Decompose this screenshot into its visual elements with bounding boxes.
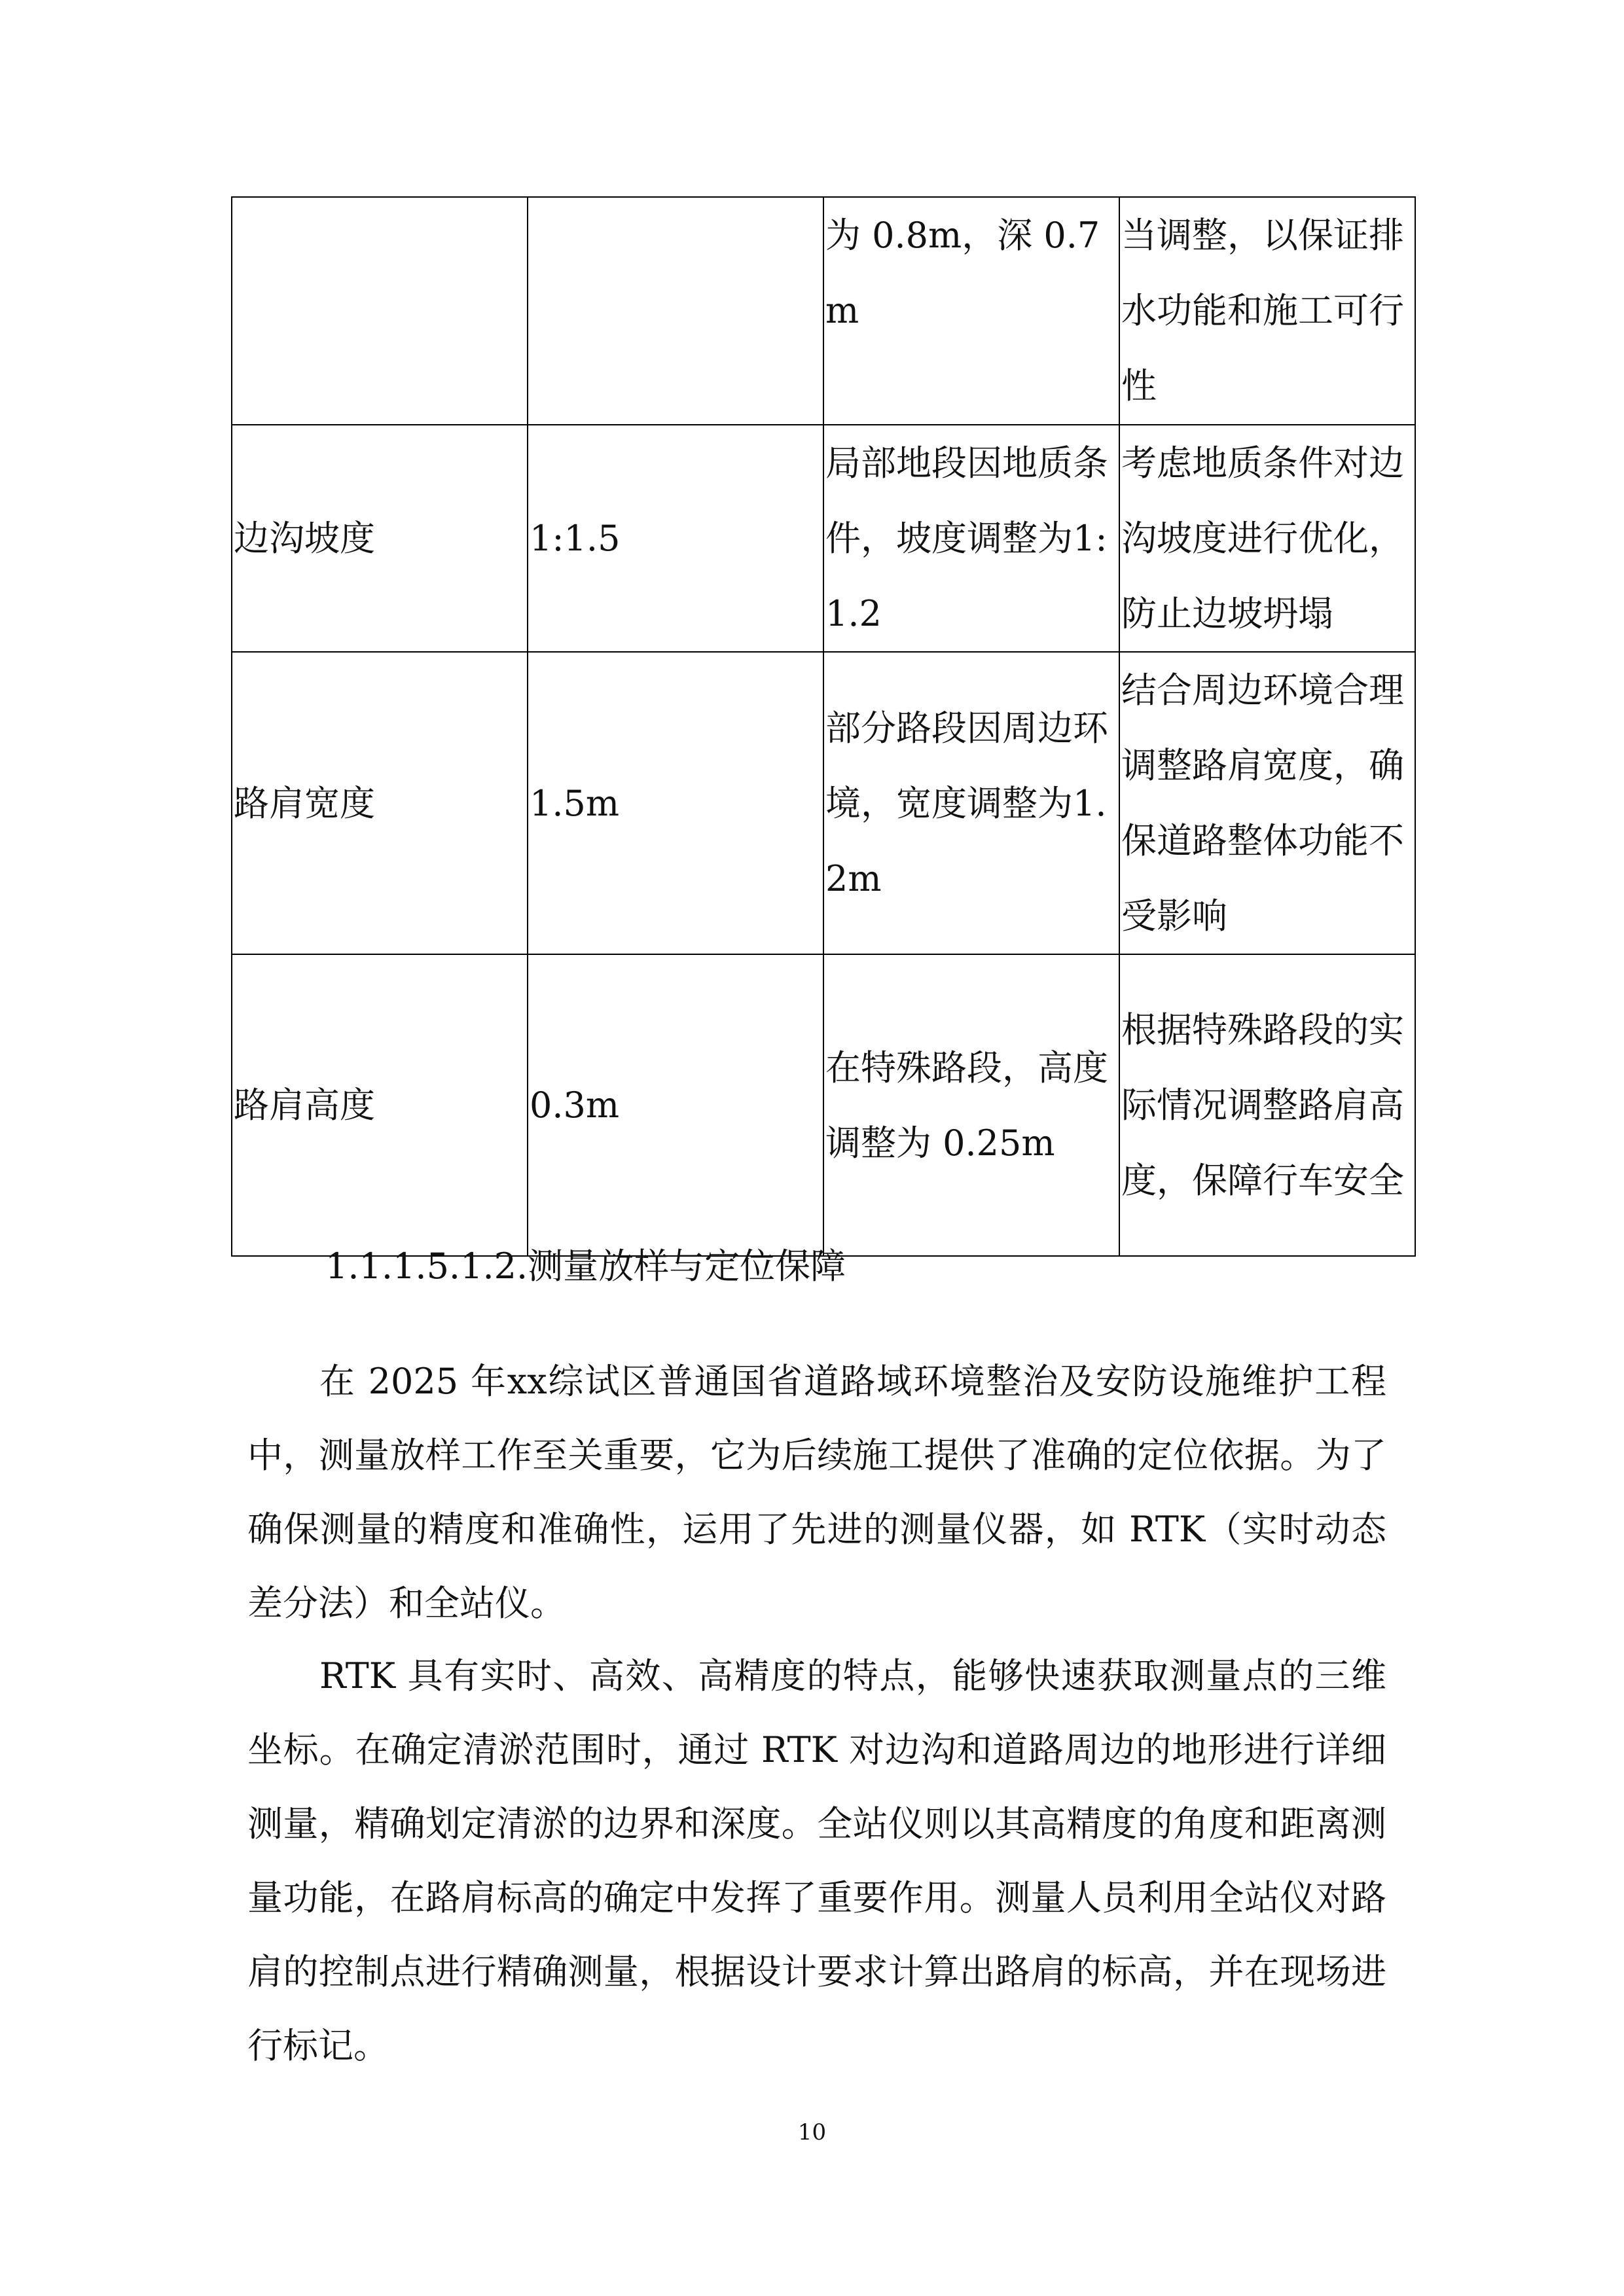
table-cell-adjustment: 部分路段因周边环境，宽度调整为1.2m (823, 652, 1119, 954)
table-cell-reason: 结合周边环境合理调整路肩宽度，确保道路整体功能不受影响 (1119, 652, 1415, 954)
body-paragraph: RTK 具有实时、高效、高精度的特点，能够快速获取测量点的三维坐标。在确定清淤范围时，通过 RTK 对边沟和道路周边的地形进行详细测量，精确划定清淤的边界和深度。全站仪则以其高精度的角度和距离测量功能，在路肩标高的确定中发挥了重要作用。测量人员利用全站仪对路肩的控制点进行精确测量，根据设计要求计算出路肩的标高，并在现场进行标记。 (247, 1655, 1386, 2066)
table-cell-reason: 当调整，以保证排水功能和施工可行性 (1119, 197, 1415, 425)
table-cell-reason: 考虑地质条件对边沟坡度进行优化，防止边坡坍塌 (1119, 425, 1415, 652)
table-cell-item: 边沟坡度 (232, 425, 528, 652)
table-cell-reason: 根据特殊路段的实际情况调整路肩高度，保障行车安全 (1119, 954, 1415, 1256)
table-row (232, 425, 1415, 652)
section-heading: 1.1.1.5.1.2.测量放样与定位保障 (325, 1246, 846, 1287)
table-cell-design-value: 1.5m (528, 652, 823, 954)
table-cell-adjustment: 在特殊路段，高度调整为 0.25m (823, 954, 1119, 1256)
table-cell-adjustment: 局部地段因地质条件，坡度调整为1:1.2 (823, 425, 1119, 652)
table-cell-item (232, 197, 528, 425)
table-row (232, 652, 1415, 954)
table-cell-item: 路肩高度 (232, 954, 528, 1256)
table-cell-design-value: 0.3m (528, 954, 823, 1256)
page-number: 10 (797, 2119, 827, 2145)
table-cell-adjustment: 为 0.8m，深 0.7m (823, 197, 1119, 425)
table-row (232, 197, 1415, 425)
table-row (232, 954, 1415, 1256)
table-cell-design-value (528, 197, 823, 425)
table-cell-item: 路肩宽度 (232, 652, 528, 954)
table-cell-design-value: 1:1.5 (528, 425, 823, 652)
parameter-table (231, 196, 1416, 1257)
body-paragraph: 在 2025 年xx综试区普通国省道路域环境整治及安防设施维护工程中，测量放样工作至关重要，它为后续施工提供了准确的定位依据。为了确保测量的精度和准确性，运用了先进的测量仪器，如 RTK（实时动态差分法）和全站仪。 (247, 1361, 1386, 1624)
